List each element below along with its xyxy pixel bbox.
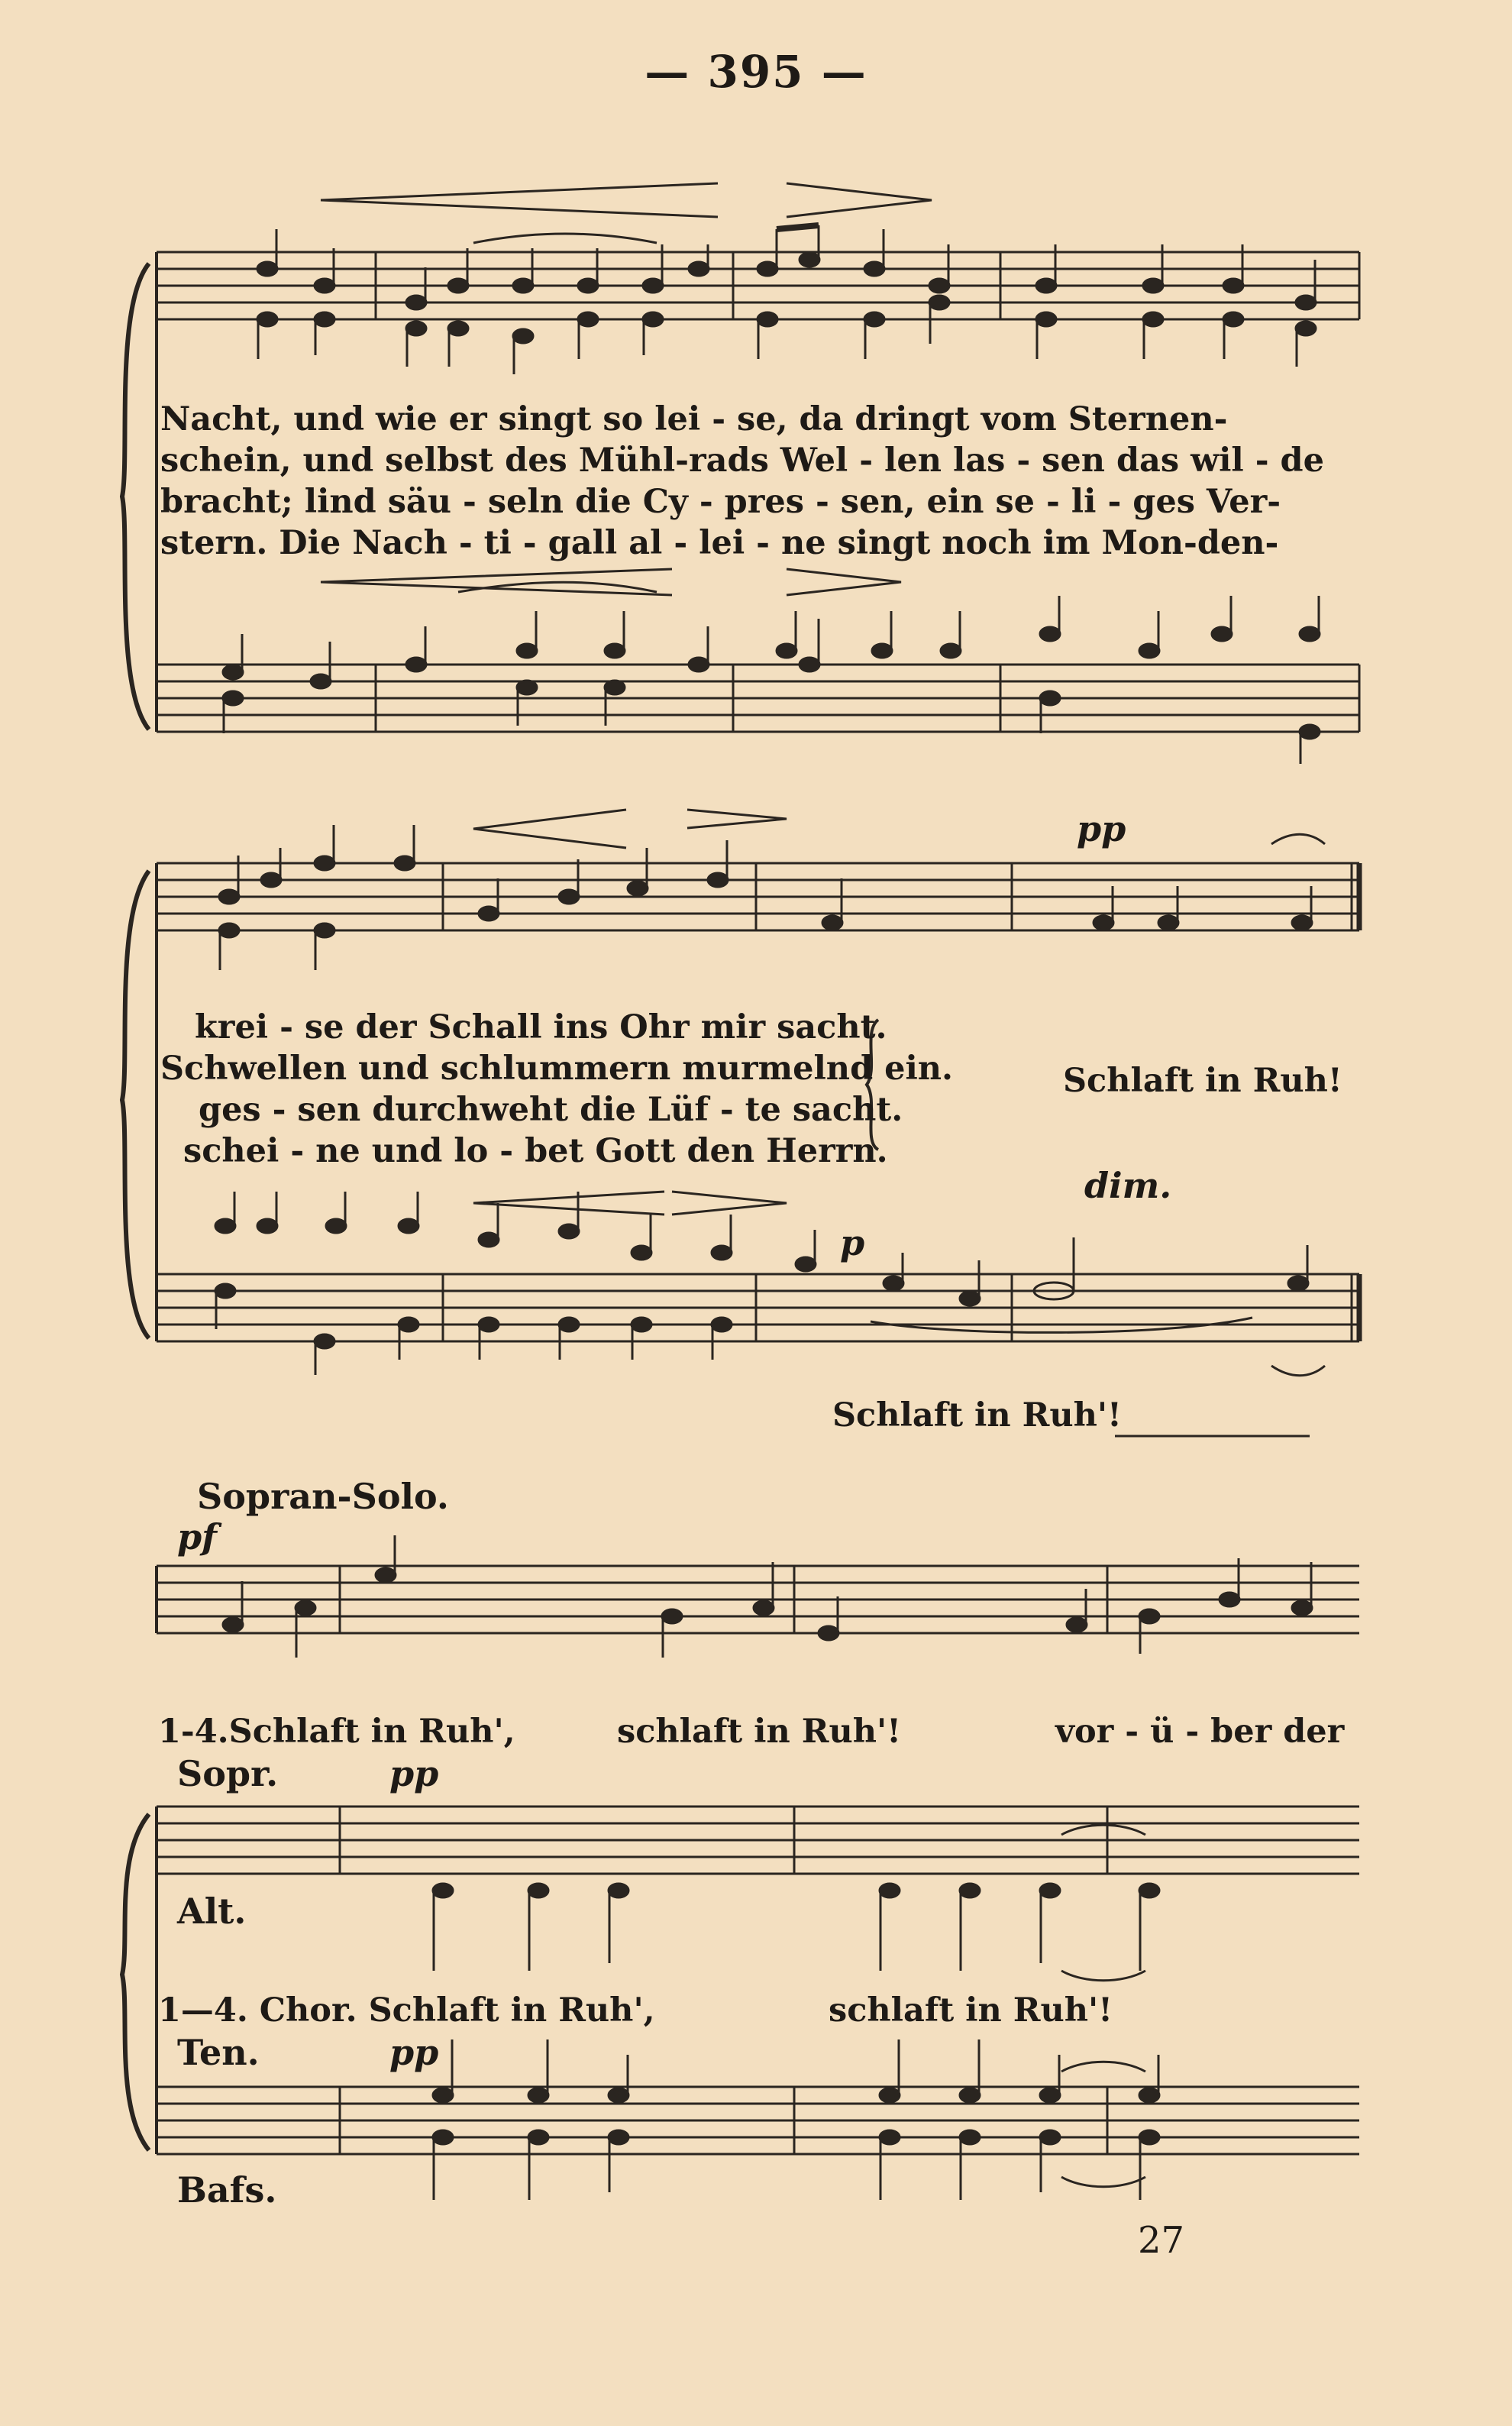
schlaft-in-ruh-text: Schlaft in Ruh! bbox=[1063, 1062, 1342, 1100]
label-alt: Alt. bbox=[177, 1891, 247, 1932]
system1-lower-staff bbox=[157, 665, 1359, 732]
chorus-upper-staff bbox=[157, 1807, 1359, 1874]
lyric-line: schei - ne und lo - bet Gott den Herrn. bbox=[183, 1132, 888, 1170]
lyric-line: Schwellen und schlummern murmelnd ein. bbox=[160, 1050, 954, 1088]
solo-lyric-2: schlaft in Ruh'! bbox=[617, 1713, 902, 1751]
solo-staff bbox=[157, 1566, 1359, 1633]
label-ten: Ten. bbox=[177, 2032, 260, 2073]
dynamic-dim: dim. bbox=[1084, 1165, 1172, 1206]
dynamic-pf: pf bbox=[177, 1516, 217, 1557]
dynamic-p: p bbox=[840, 1222, 865, 1263]
system1-upper-staff bbox=[157, 252, 1359, 319]
solo-lyric-1: 1-4.Schlaft in Ruh', bbox=[158, 1713, 515, 1751]
chorus-lyric-1: 1—4. Chor. Schlaft in Ruh', bbox=[158, 1991, 655, 2030]
solo-lyric-3: vor - ü - ber der bbox=[1055, 1713, 1345, 1751]
lyric-line: krei - se der Schall ins Ohr mir sacht. bbox=[195, 1008, 887, 1046]
page-number: — 395 — bbox=[645, 46, 867, 98]
lyric-line: bracht; lind säu - seln die Cy - pres - sen, ein se - li - ges Ver- bbox=[160, 483, 1281, 521]
chorus-lyric-2: schlaft in Ruh'! bbox=[829, 1991, 1113, 2030]
dynamic-pp-sopr: pp bbox=[389, 1753, 439, 1794]
lyric-line: Nacht, und wie er singt so lei - se, da dringt vom Sternen- bbox=[160, 400, 1228, 438]
label-sopr: Sopr. bbox=[177, 1753, 279, 1794]
dynamic-pp-ten: pp bbox=[389, 2032, 439, 2073]
chorus-lower-staff bbox=[157, 2087, 1359, 2154]
lyric-line: ges - sen durchweht die Lüf - te sacht. bbox=[199, 1091, 903, 1129]
lyric-line: schein, und selbst des Mühl-rads Wel - len las - sen das wil - de bbox=[160, 442, 1324, 480]
system2-lower-staff bbox=[157, 1274, 1359, 1341]
lyric-line: stern. Die Nach - ti - gall al - lei - ne singt noch im Mon-den- bbox=[160, 524, 1279, 562]
schlaft-in-ruh-bass: Schlaft in Ruh'! bbox=[832, 1396, 1122, 1435]
signature-number: 27 bbox=[1138, 2219, 1185, 2262]
dynamic-pp: pp bbox=[1077, 808, 1126, 849]
sopran-solo-heading: Sopran-Solo. bbox=[197, 1476, 449, 1517]
system1-lyrics bbox=[160, 399, 1324, 564]
label-bass: Bafs. bbox=[177, 2169, 277, 2211]
system2-lyrics bbox=[160, 1007, 953, 1172]
